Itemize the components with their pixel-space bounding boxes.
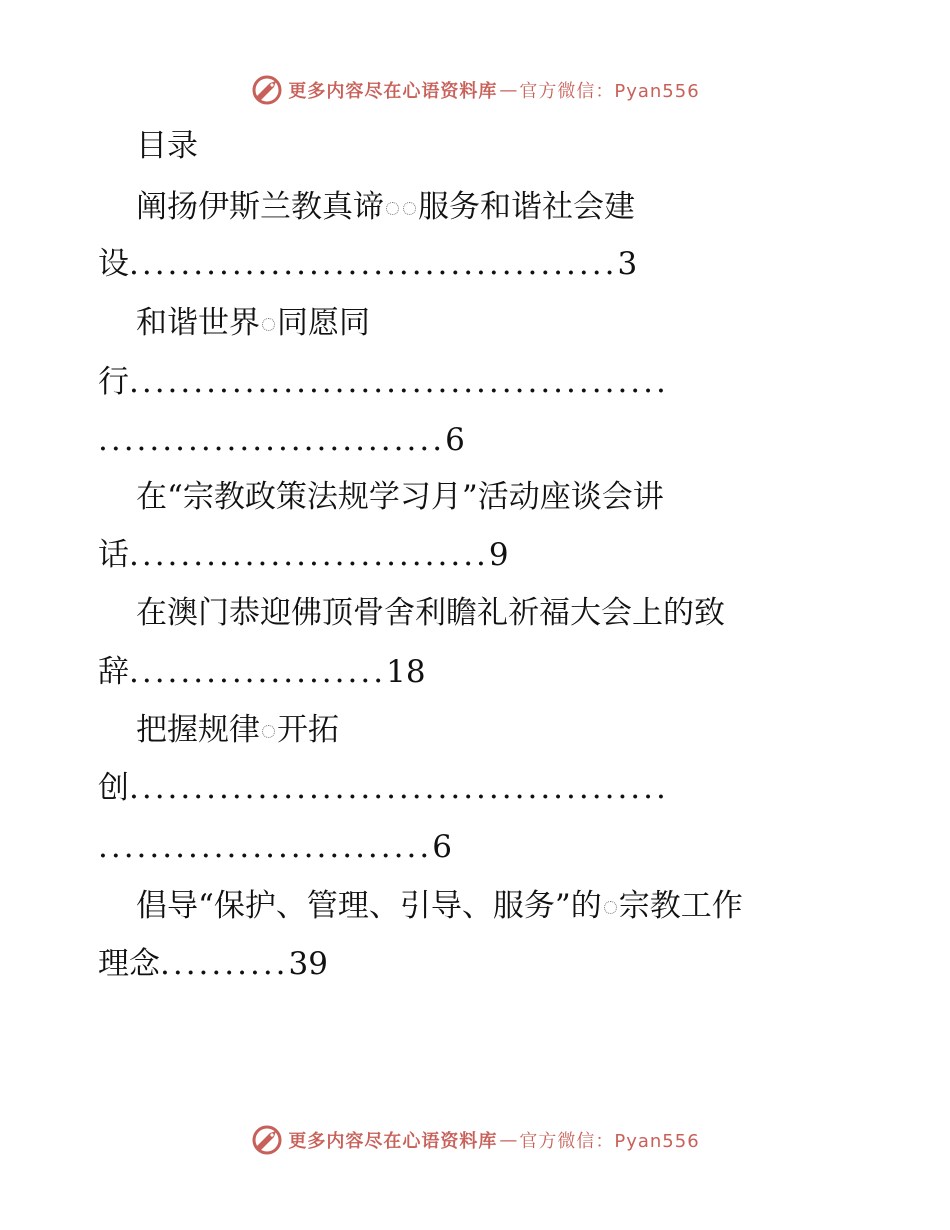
toc-entry-wrap-text: 话 xyxy=(98,537,129,573)
watermark-banner-bottom xyxy=(0,1118,950,1162)
toc-entry-title-part: 服务和谐社会建 xyxy=(418,189,635,225)
toc-entry-leader-line[interactable] xyxy=(98,360,858,404)
toc-page-number: 39 xyxy=(288,946,328,982)
toc-entry-leader-line[interactable] xyxy=(98,766,858,810)
toc-entry-wrap-text: 理念 xyxy=(98,946,160,982)
watermark-wechat-text: 官方微信：Pyan556 xyxy=(519,81,700,102)
gap-marker-icon xyxy=(403,202,416,215)
toc-entry-title-part: 同愿同 xyxy=(277,305,370,341)
toc-entry-leader-line[interactable] xyxy=(98,533,858,577)
toc-page-number: 6 xyxy=(445,422,465,458)
watermark-separator: — xyxy=(499,79,518,101)
gap-marker-icon xyxy=(386,202,399,215)
toc-entry-title[interactable]: 在澳门恭迎佛顶骨舍利瞻礼祈福大会上的致 xyxy=(136,595,725,631)
dot-leader: .......................... xyxy=(98,829,433,865)
dot-leader: ........................... xyxy=(98,422,446,458)
toc-page-number: 9 xyxy=(488,537,509,573)
dot-leader: .......................................... xyxy=(129,364,669,400)
watermark-separator: — xyxy=(499,1129,518,1151)
toc-entry-wrap-text: 辞 xyxy=(98,654,129,690)
watermark-main-text: 更多内容尽在心语资料库 xyxy=(288,1131,498,1152)
gap-marker-icon xyxy=(262,725,275,738)
toc-page-number: 6 xyxy=(432,829,452,865)
dot-leader: ............................ xyxy=(129,537,489,573)
toc-entry-title[interactable] xyxy=(136,185,896,229)
watermark-main-text: 更多内容尽在心语资料库 xyxy=(288,81,498,102)
toc-entry-title-part: 和谐世界 xyxy=(136,305,260,341)
toc-entry-title-part: 开拓 xyxy=(277,712,339,748)
pen-logo-icon xyxy=(250,73,284,107)
watermark-wechat-text: 官方微信：Pyan556 xyxy=(519,1131,700,1152)
dot-leader: ...................................... xyxy=(129,246,618,282)
toc-entry-title-part: 阐扬伊斯兰教真谛 xyxy=(136,189,384,225)
gap-marker-icon xyxy=(262,318,275,331)
toc-entry-leader-line[interactable] xyxy=(98,942,858,986)
dot-leader: .......................................... xyxy=(129,770,669,806)
toc-entry-title-part: 宗教工作 xyxy=(618,888,743,924)
dot-leader: .................... xyxy=(129,654,387,690)
toc-page-number: 18 xyxy=(386,654,426,690)
toc-entry-leader-line[interactable] xyxy=(98,650,858,694)
toc-page-number: 3 xyxy=(617,246,638,282)
toc-entry-leader-line[interactable] xyxy=(98,242,858,286)
toc-entry-title[interactable] xyxy=(136,301,896,345)
pen-logo-icon xyxy=(250,1123,284,1157)
toc-entry-title[interactable]: 在“宗教政策法规学习月”活动座谈会讲 xyxy=(136,479,664,515)
toc-entry-title[interactable] xyxy=(136,708,896,752)
toc-entry-title-part: 倡导“保护、管理、引导、服务”的 xyxy=(136,888,602,924)
toc-entry-title[interactable] xyxy=(136,884,896,928)
watermark-banner-top xyxy=(0,68,950,112)
toc-heading: 目录 xyxy=(136,128,198,164)
toc-entry-wrap-text: 创 xyxy=(98,770,129,806)
toc-entry-leader-line[interactable] xyxy=(98,418,858,462)
toc-entry-wrap-text: 行 xyxy=(98,364,129,400)
toc-entry-title-part: 把握规律 xyxy=(136,712,260,748)
gap-marker-icon xyxy=(604,901,617,914)
toc-entry-wrap-text: 设 xyxy=(98,246,129,282)
toc-entry-leader-line[interactable] xyxy=(98,825,858,869)
dot-leader: .......... xyxy=(160,946,289,982)
